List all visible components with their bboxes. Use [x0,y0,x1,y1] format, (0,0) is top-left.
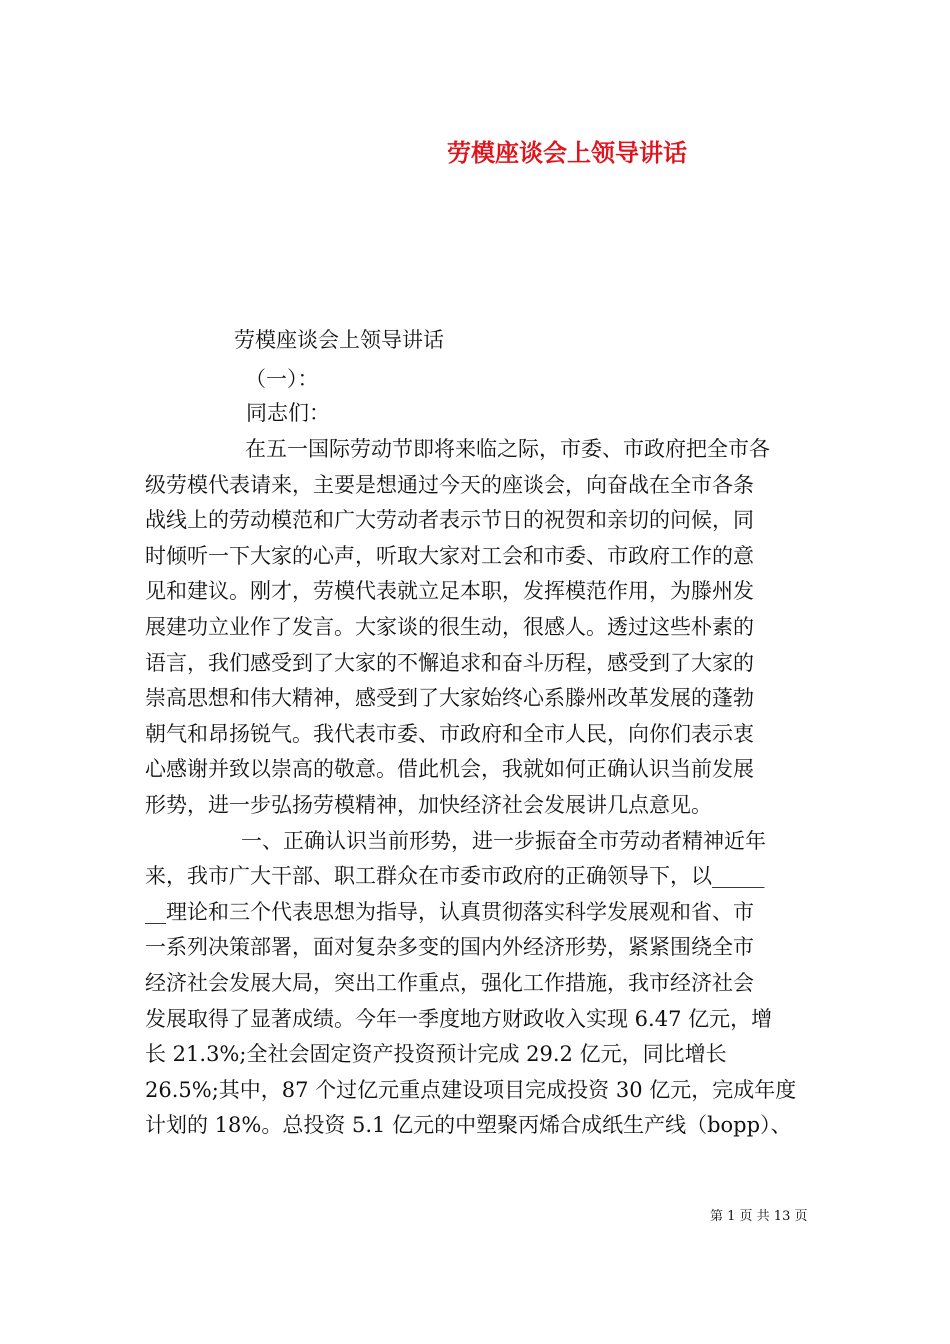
text-line: 26.5%;其中，87 个过亿元重点建设项目完成投资 30 亿元，完成年度 [145,1077,797,1102]
text-line: __理论和三个代表思想为指导，认真贯彻落实科学发展观和省、市 [145,899,754,924]
text-line: 朝气和昂扬锐气。我代表市委、市政府和全市人民，向你们表示衷 [145,721,754,746]
document-heading: 劳模座谈会上领导讲话 [447,138,687,167]
text-line: 发展取得了显著成绩。今年一季度地方财政收入实现 6.47 亿元，增 [145,1006,773,1031]
salutation: 同志们： [246,401,330,425]
paragraph-1 [145,432,807,824]
text-line: 心感谢并致以崇高的敬意。借此机会，我就如何正确认识当前发展 [145,757,754,782]
body-text [145,432,807,1144]
text-line: 时倾听一下大家的心声，听取大家对工会和市委、市政府工作的意 [145,543,754,568]
text-line: 在五一国际劳动节即将来临之际，市委、市政府把全市各 [245,437,770,461]
text-line: 长 21.3%;全社会固定资产投资预计完成 29.2 亿元，同比增长 [145,1042,727,1067]
text-line: 经济社会发展大局，突出工作重点，强化工作措施，我市经济社会 [145,970,754,995]
paragraph-2 [145,824,807,1144]
text-line: 形势，进一步弘扬劳模精神，加快经济社会发展讲几点意见。 [145,792,712,817]
text-line: 语言，我们感受到了大家的不懈追求和奋斗历程，感受到了大家的 [145,650,754,675]
text-line: 见和建议。刚才，劳模代表就立足本职，发挥模范作用，为滕州发 [145,579,754,604]
page-number: 第 1 页 共 13 页 [710,1209,808,1224]
text-line: 级劳模代表请来，主要是想通过今天的座谈会，向奋战在全市各条 [145,472,754,497]
text-line: 崇高思想和伟大精神，感受到了大家始终心系滕州改革发展的蓬勃 [145,686,754,711]
text-line: 计划的 18%。总投资 5.1 亿元的中塑聚丙烯合成纸生产线（bopp）、 [145,1113,792,1138]
text-line: 一、正确认识当前形势，进一步振奋全市劳动者精神近年 [241,828,766,853]
text-line: 一系列决策部署，面对复杂多变的国内外经济形势，紧紧围绕全市 [145,935,754,960]
text-line: 展建功立业作了发言。大家谈的很生动，很感人。透过这些朴素的 [145,614,754,639]
text-line: 战线上的劳动模范和广大劳动者表示节日的祝贺和亲切的问候，同 [145,508,754,533]
section-mark: （一）： [245,367,319,391]
text-line: 来，我市广大干部、职工群众在市委市政府的正确领导下，以_____ [145,864,765,889]
sub-title: 劳模座谈会上领导讲话 [234,328,444,352]
